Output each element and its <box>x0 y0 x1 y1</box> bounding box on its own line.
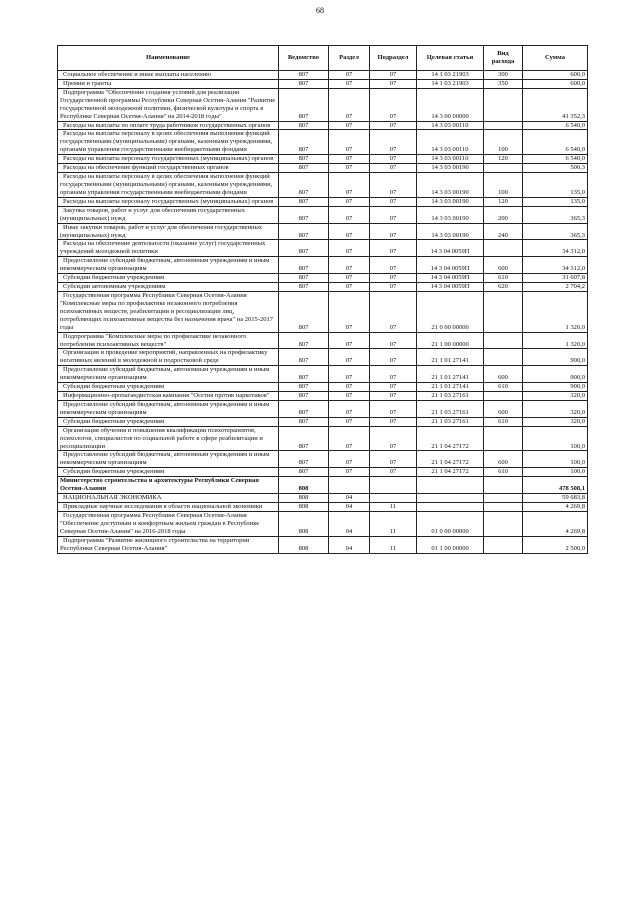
table-row <box>58 503 588 512</box>
cell-department: 808 <box>279 494 329 503</box>
cell-expense-type: 300 <box>484 71 523 80</box>
cell-expense-type <box>484 494 523 503</box>
cell-name: Подпрограмма "Комплексные меры по профилактике незаконного потребления психоактивных веществ" <box>58 332 279 349</box>
cell-amount: 34 312,0 <box>523 240 588 257</box>
cell-expense-type <box>484 291 523 332</box>
cell-amount: 1 320,0 <box>523 291 588 332</box>
cell-subsection: 07 <box>370 274 417 283</box>
table-row <box>58 291 588 332</box>
cell-subsection: 07 <box>370 291 417 332</box>
cell-subsection <box>370 494 417 503</box>
cell-target-item: 21 1 03 27161 <box>417 417 484 426</box>
cell-section: 07 <box>329 400 370 417</box>
cell-amount: 365,3 <box>523 223 588 240</box>
cell-amount: 6 540,0 <box>523 121 588 130</box>
table-row <box>58 164 588 173</box>
cell-expense-type <box>484 477 523 494</box>
cell-section: 07 <box>329 71 370 80</box>
cell-subsection: 07 <box>370 164 417 173</box>
cell-subsection: 07 <box>370 71 417 80</box>
table-header-row <box>58 46 588 71</box>
cell-amount: 4 269,8 <box>523 503 588 512</box>
cell-expense-type: 600 <box>484 451 523 468</box>
cell-subsection: 07 <box>370 79 417 88</box>
cell-name: Субсидии автономным учреждениям <box>58 283 279 292</box>
cell-amount: 41 352,3 <box>523 88 588 121</box>
cell-amount: 100,0 <box>523 451 588 468</box>
cell-expense-type: 600 <box>484 366 523 383</box>
cell-department: 807 <box>279 366 329 383</box>
cell-name: НАЦИОНАЛЬНАЯ ЭКОНОМИКА <box>58 494 279 503</box>
cell-subsection <box>370 477 417 494</box>
cell-subsection: 11 <box>370 536 417 553</box>
table-row <box>58 155 588 164</box>
cell-section: 07 <box>329 121 370 130</box>
cell-target-item: 01 1 00 00000 <box>417 536 484 553</box>
cell-name: Расходы на выплаты персоналу в целях обеспечения выполнения функций государственными (муниципальными) органами, казенными учреждениями, органами управления государственными внебюджетными фондами <box>58 173 279 198</box>
cell-department: 807 <box>279 332 329 349</box>
column-header-name: Наименование <box>58 46 279 71</box>
cell-name: Субсидии бюджетным учреждениям <box>58 417 279 426</box>
table-row <box>58 366 588 383</box>
cell-department: 808 <box>279 503 329 512</box>
table-row <box>58 332 588 349</box>
column-header-amount: Сумма <box>523 46 588 71</box>
cell-target-item <box>417 494 484 503</box>
table-row <box>58 88 588 121</box>
cell-name: Предоставление субсидий бюджетным, автономным учреждениям и иным некоммерческим организациям <box>58 366 279 383</box>
cell-expense-type <box>484 121 523 130</box>
cell-subsection: 07 <box>370 197 417 206</box>
page-number: 68 <box>316 6 324 15</box>
cell-amount: 320,0 <box>523 417 588 426</box>
cell-name: Иные закупки товаров, работ и услуг для обеспечения государственных (муниципальных) нужд <box>58 223 279 240</box>
cell-expense-type <box>484 392 523 401</box>
cell-expense-type: 120 <box>484 197 523 206</box>
cell-expense-type: 120 <box>484 155 523 164</box>
table-row <box>58 257 588 274</box>
cell-department: 808 <box>279 477 329 494</box>
cell-amount: 135,0 <box>523 197 588 206</box>
cell-name: Подпрограмма "Обеспечение создания условий для реализации Государственной программы Республики Северная Осетия-Алания "Развитие государственной молодежной политики, физической культуры и спорта в Республике Северная Осетия-Алания" на 2014-2018 годы" <box>58 88 279 121</box>
table-row <box>58 494 588 503</box>
table-row <box>58 536 588 553</box>
cell-amount: 6 540,0 <box>523 130 588 155</box>
cell-name: Субсидии бюджетным учреждениям <box>58 468 279 477</box>
cell-section: 04 <box>329 511 370 536</box>
cell-name: Расходы на выплаты по оплате труда работников государственных органов <box>58 121 279 130</box>
cell-target-item: 14 3 03 00190 <box>417 223 484 240</box>
cell-section: 07 <box>329 274 370 283</box>
cell-section: 07 <box>329 79 370 88</box>
table-row <box>58 121 588 130</box>
cell-expense-type <box>484 511 523 536</box>
cell-department: 808 <box>279 536 329 553</box>
cell-subsection: 07 <box>370 283 417 292</box>
cell-section: 07 <box>329 223 370 240</box>
cell-department: 807 <box>279 468 329 477</box>
cell-name: Расходы на выплаты персоналу государственных (муниципальных) органов <box>58 155 279 164</box>
cell-subsection: 07 <box>370 366 417 383</box>
cell-amount: 59 683,8 <box>523 494 588 503</box>
table-row <box>58 130 588 155</box>
cell-name: Государственная программа Республики Северная Осетия-Алания "Комплексные меры по профилактике незаконного потребления психоактивных веществ, реабилитации и ресоциализации лиц, потребляющих психоактивные вещества без назначения врача" на 2015-2017 годы <box>58 291 279 332</box>
cell-name: Министерство строительства и архитектуры Республики Северная Осетия-Алания <box>58 477 279 494</box>
cell-amount: 2 704,2 <box>523 283 588 292</box>
cell-expense-type: 100 <box>484 130 523 155</box>
column-header-expense-type: Вид расхода <box>484 46 523 71</box>
cell-department: 807 <box>279 451 329 468</box>
cell-amount: 100,0 <box>523 426 588 451</box>
cell-target-item: 21 1 01 27141 <box>417 349 484 366</box>
cell-section: 07 <box>329 366 370 383</box>
cell-subsection: 07 <box>370 417 417 426</box>
cell-department: 807 <box>279 79 329 88</box>
cell-amount: 900,0 <box>523 349 588 366</box>
budget-table <box>57 45 588 554</box>
cell-target-item: 14 1 03 21903 <box>417 71 484 80</box>
cell-department: 807 <box>279 400 329 417</box>
cell-target-item: 21 1 03 27161 <box>417 392 484 401</box>
table-row <box>58 468 588 477</box>
cell-department: 807 <box>279 349 329 366</box>
table-row <box>58 71 588 80</box>
cell-amount: 478 508,1 <box>523 477 588 494</box>
table-row <box>58 392 588 401</box>
cell-target-item: 14 1 03 21903 <box>417 79 484 88</box>
cell-subsection: 07 <box>370 240 417 257</box>
cell-section: 07 <box>329 392 370 401</box>
cell-expense-type <box>484 426 523 451</box>
cell-subsection: 07 <box>370 223 417 240</box>
cell-amount: 600,0 <box>523 71 588 80</box>
cell-section: 07 <box>329 197 370 206</box>
cell-subsection: 07 <box>370 121 417 130</box>
cell-section: 07 <box>329 383 370 392</box>
cell-target-item: 21 1 03 27161 <box>417 400 484 417</box>
cell-subsection: 07 <box>370 88 417 121</box>
cell-subsection: 07 <box>370 332 417 349</box>
cell-expense-type: 350 <box>484 79 523 88</box>
cell-section: 07 <box>329 468 370 477</box>
cell-department: 807 <box>279 240 329 257</box>
cell-department: 808 <box>279 511 329 536</box>
cell-amount: 6 540,0 <box>523 155 588 164</box>
cell-department: 807 <box>279 392 329 401</box>
table-row <box>58 206 588 223</box>
cell-department: 807 <box>279 274 329 283</box>
table-row <box>58 477 588 494</box>
cell-amount: 320,0 <box>523 392 588 401</box>
cell-name: Расходы на выплаты персоналу в целях обеспечения выполнения функций государственными (муниципальными) органами, казенными учреждениями, органами управления государственными внебюджетными фондами <box>58 130 279 155</box>
cell-target-item: 21 1 00 00000 <box>417 332 484 349</box>
cell-target-item <box>417 503 484 512</box>
table-row <box>58 197 588 206</box>
cell-name: Организация обучения и повышения квалификации психотерапевтов, психологов, специалистов по социальной работе в сфере реабилитации и ресоциализации <box>58 426 279 451</box>
cell-section: 04 <box>329 536 370 553</box>
cell-expense-type: 620 <box>484 283 523 292</box>
cell-target-item: 21 1 04 27172 <box>417 426 484 451</box>
table-row <box>58 173 588 198</box>
cell-section: 07 <box>329 426 370 451</box>
cell-section: 07 <box>329 332 370 349</box>
cell-name: Прикладные научные исследования в области национальной экономики <box>58 503 279 512</box>
cell-subsection: 07 <box>370 426 417 451</box>
cell-target-item: 14 3 03 00190 <box>417 173 484 198</box>
cell-name: Расходы на обеспечение функций государственных органов <box>58 164 279 173</box>
cell-target-item: 14 3 04 0059П <box>417 257 484 274</box>
cell-target-item: 14 3 03 00110 <box>417 121 484 130</box>
cell-name: Предоставление субсидий бюджетным, автономным учреждениям и иным некоммерческим организациям <box>58 400 279 417</box>
cell-amount: 100,0 <box>523 468 588 477</box>
cell-section: 07 <box>329 164 370 173</box>
cell-section: 07 <box>329 206 370 223</box>
cell-expense-type: 100 <box>484 173 523 198</box>
cell-section: 07 <box>329 173 370 198</box>
cell-section: 07 <box>329 257 370 274</box>
cell-expense-type <box>484 503 523 512</box>
cell-subsection: 07 <box>370 173 417 198</box>
cell-department: 807 <box>279 417 329 426</box>
cell-section: 07 <box>329 155 370 164</box>
cell-expense-type: 200 <box>484 206 523 223</box>
cell-department: 807 <box>279 164 329 173</box>
cell-target-item: 14 3 04 0059П <box>417 283 484 292</box>
cell-section: 07 <box>329 240 370 257</box>
cell-amount: 1 320,0 <box>523 332 588 349</box>
cell-department: 807 <box>279 71 329 80</box>
cell-name: Предоставление субсидий бюджетным, автономным учреждениям и иным некоммерческим организациям <box>58 257 279 274</box>
cell-department: 807 <box>279 383 329 392</box>
cell-department: 807 <box>279 426 329 451</box>
cell-name: Предоставление субсидий бюджетным, автономным учреждениям и иным некоммерческим организациям <box>58 451 279 468</box>
cell-amount: 900,0 <box>523 366 588 383</box>
cell-section: 04 <box>329 494 370 503</box>
cell-name: Организация и проведение мероприятий, направленных на профилактику негативных явлений в молодежной и подростковой среде <box>58 349 279 366</box>
cell-department: 807 <box>279 223 329 240</box>
cell-department: 807 <box>279 291 329 332</box>
column-header-target-item: Целевая статья <box>417 46 484 71</box>
cell-section: 04 <box>329 503 370 512</box>
cell-expense-type <box>484 164 523 173</box>
table-body <box>58 71 588 554</box>
cell-target-item: 21 0 00 00000 <box>417 291 484 332</box>
cell-name: Расходы на обеспечение деятельности (оказание услуг) государственных учреждений молодежной политики <box>58 240 279 257</box>
cell-expense-type: 600 <box>484 400 523 417</box>
cell-section: 07 <box>329 291 370 332</box>
cell-amount: 900,0 <box>523 383 588 392</box>
table-row <box>58 349 588 366</box>
cell-section: 07 <box>329 88 370 121</box>
cell-section: 07 <box>329 283 370 292</box>
cell-target-item: 21 1 04 27172 <box>417 468 484 477</box>
cell-target-item: 14 3 03 00110 <box>417 155 484 164</box>
cell-amount: 500,3 <box>523 164 588 173</box>
cell-department: 807 <box>279 121 329 130</box>
cell-subsection: 07 <box>370 155 417 164</box>
cell-subsection: 07 <box>370 349 417 366</box>
cell-department: 807 <box>279 197 329 206</box>
column-header-section: Раздел <box>329 46 370 71</box>
cell-name: Социальное обеспечение и иные выплаты населению <box>58 71 279 80</box>
cell-target-item: 14 3 03 00190 <box>417 164 484 173</box>
cell-subsection: 11 <box>370 503 417 512</box>
cell-department: 807 <box>279 173 329 198</box>
table-row <box>58 511 588 536</box>
cell-name: Государственная программа Республики Северная Осетия-Алания "Обеспечение доступным и комфортным жильем граждан в Республике Северная Осетия-Алания" на 2016-2018 годы <box>58 511 279 536</box>
cell-department: 807 <box>279 206 329 223</box>
cell-name: Субсидии бюджетным учреждениям <box>58 274 279 283</box>
cell-target-item: 14 3 00 00000 <box>417 88 484 121</box>
cell-expense-type: 240 <box>484 223 523 240</box>
cell-subsection: 07 <box>370 130 417 155</box>
cell-name: Расходы на выплаты персоналу государственных (муниципальных) органов <box>58 197 279 206</box>
cell-target-item: 14 3 04 0059П <box>417 274 484 283</box>
cell-department: 807 <box>279 257 329 274</box>
column-header-subsection: Подраздел <box>370 46 417 71</box>
cell-section: 07 <box>329 349 370 366</box>
cell-subsection: 07 <box>370 468 417 477</box>
cell-amount: 600,0 <box>523 79 588 88</box>
cell-subsection: 07 <box>370 206 417 223</box>
cell-subsection: 11 <box>370 511 417 536</box>
table-row <box>58 426 588 451</box>
cell-amount: 2 500,0 <box>523 536 588 553</box>
column-header-department: Ведомство <box>279 46 329 71</box>
table-row <box>58 417 588 426</box>
cell-target-item: 14 3 03 00110 <box>417 130 484 155</box>
cell-amount: 4 269,8 <box>523 511 588 536</box>
table-row <box>58 283 588 292</box>
cell-name: Закупка товаров, работ и услуг для обеспечения государственных (муниципальных) нужд <box>58 206 279 223</box>
cell-name: Субсидии бюджетным учреждениям <box>58 383 279 392</box>
cell-target-item: 21 1 04 27172 <box>417 451 484 468</box>
cell-expense-type <box>484 332 523 349</box>
cell-section: 07 <box>329 417 370 426</box>
cell-expense-type: 610 <box>484 383 523 392</box>
cell-expense-type <box>484 349 523 366</box>
table-row <box>58 223 588 240</box>
cell-name: Информационно-пропагандистская кампания "Осетия против наркотиков" <box>58 392 279 401</box>
cell-expense-type: 610 <box>484 274 523 283</box>
cell-department: 807 <box>279 283 329 292</box>
cell-expense-type: 610 <box>484 468 523 477</box>
cell-amount: 365,3 <box>523 206 588 223</box>
cell-name: Подпрограмма "Развитие жилищного строительства на территории Республики Северная Осетия-Алания" <box>58 536 279 553</box>
cell-subsection: 07 <box>370 451 417 468</box>
cell-amount: 320,0 <box>523 400 588 417</box>
cell-section <box>329 477 370 494</box>
cell-department: 807 <box>279 155 329 164</box>
table-row <box>58 274 588 283</box>
cell-expense-type <box>484 88 523 121</box>
cell-amount: 135,0 <box>523 173 588 198</box>
cell-target-item: 14 3 04 0059П <box>417 240 484 257</box>
cell-amount: 31 607,8 <box>523 274 588 283</box>
cell-section: 07 <box>329 451 370 468</box>
cell-target-item <box>417 477 484 494</box>
cell-target-item: 01 0 00 00000 <box>417 511 484 536</box>
cell-expense-type <box>484 240 523 257</box>
cell-subsection: 07 <box>370 383 417 392</box>
cell-department: 807 <box>279 88 329 121</box>
cell-expense-type: 600 <box>484 257 523 274</box>
cell-target-item: 21 1 01 27141 <box>417 366 484 383</box>
cell-subsection: 07 <box>370 400 417 417</box>
table-row <box>58 383 588 392</box>
cell-department: 807 <box>279 130 329 155</box>
cell-subsection: 07 <box>370 392 417 401</box>
cell-target-item: 21 1 01 27141 <box>417 383 484 392</box>
table-row <box>58 451 588 468</box>
cell-target-item: 14 3 03 00190 <box>417 197 484 206</box>
cell-expense-type: 610 <box>484 417 523 426</box>
cell-section: 07 <box>329 130 370 155</box>
cell-subsection: 07 <box>370 257 417 274</box>
cell-expense-type <box>484 536 523 553</box>
cell-amount: 34 312,0 <box>523 257 588 274</box>
table-row <box>58 400 588 417</box>
table-row <box>58 79 588 88</box>
cell-name: Премии и гранты <box>58 79 279 88</box>
table-row <box>58 240 588 257</box>
cell-target-item: 14 3 03 00190 <box>417 206 484 223</box>
